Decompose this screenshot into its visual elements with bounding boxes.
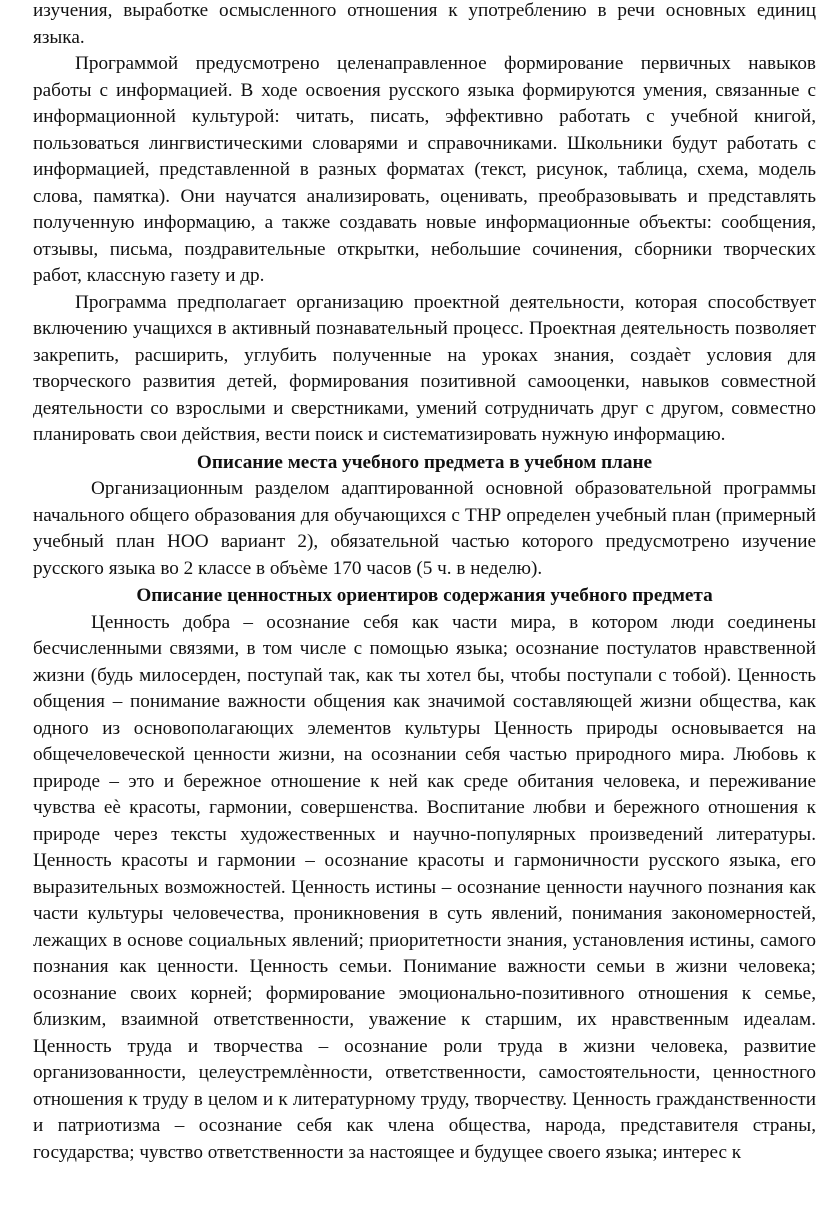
paragraph-information-skills: Программой предусмотрено целенаправленное формирование первичных навыков работы с информацией. В ходе освоения русского языка формируются умения, связанные с информационной культурой: читать, писать, эффективно работать с учебной книгой, пользоваться лингвистическими словарями и справочниками. Школьники будут работать с информацией, представленной в разных форматах (текст, рисунок, таблица, схема, модель слова, памятка). Они научатся анализировать, оценивать, преобразовывать и представлять полученную информацию, а также создавать новые информационные объекты: сообщения, отзывы, письма, поздравительные открытки, небольшие сочинения, сборники творческих работ, классную газету и др.	[33, 53, 816, 286]
heading-curriculum-place: Описание места учебного предмета в учебном плане	[196, 451, 653, 473]
paragraph-continuation: изучения, выработке осмысленного отношения к употреблению в речи основных единиц языка.	[33, 0, 816, 48]
heading-value-orientations: Описание ценностных ориентиров содержания учебного предмета	[136, 585, 713, 606]
paragraph-project-activity: Программа предполагает организацию проектной деятельности, которая способствует включению учащихся в активный познавательный процесс. Проектная деятельность позволяет закрепить, расширить, углубить полученные на уроках знания, создаѐт условия для творческого развития детей, формирования позитивной самооценки, навыков совместной деятельности со взрослыми и сверстниками, умений сотрудничать друг с другом, совместно планировать свои действия, вести поиск и систематизировать нужную информацию.	[33, 291, 816, 445]
paragraph-value-orientations: Ценность добра – осознание себя как части мира, в котором люди соединены бесчисленными связями, в том числе с помощью языка; осознание постулатов нравственной жизни (будь милосерден, поступай так, как ты хотел бы, чтобы поступали с тобой). Ценность общения – понимание важности общения как значимой составляющей жизни общества, как одного из основополагающих элементов культуры Ценность природы основывается на общечеловеческой ценности жизни, на осознании себя частью природного мира. Любовь к природе – это и бережное отношение к ней как среде обитания человека, и переживание чувства еѐ красоты, гармонии, совершенства. Воспитание любви и бережного отношения к природе через тексты художественных и научно-популярных произведений литературы. Ценность красоты и гармонии – осознание красоты и гармоничности русского языка, его выразительных возможностей. Ценность истины – осознание ценности научного познания как части культуры человечества, проникновения в суть явлений, понимания закономерностей, лежащих в основе социальных явлений; приоритетности знания, установления истины, самого познания как ценности. Ценность семьи. Понимание важности семьи в жизни человека; осознание своих корней; формирование эмоционально-позитивного отношения к семье, близким, взаимной ответственности, уважение к старшим, их нравственным идеалам. Ценность труда и творчества – осознание роли труда в жизни человека, развитие организованности, целеустремлѐнности, ответственности, самостоятельности, ценностного отношения к труду в целом и к литературному труду, творчеству. Ценность гражданственности и патриотизма – осознание себя как члена общества, народа, представителя страны, государства; чувство ответственности за настоящее и будущее своего языка; интерес к	[33, 611, 816, 1163]
paragraph-curriculum-place: Организационным разделом адаптированной основной образовательной программы начального общего образования для обучающихся с ТНР определен учебный план (примерный учебный план НОО вариант 2), обязательной частью которого предусмотрено изучение русского языка во 2 классе в объѐме 170 часов (5 ч. в неделю).	[33, 478, 816, 579]
document-page	[33, 0, 816, 1166]
